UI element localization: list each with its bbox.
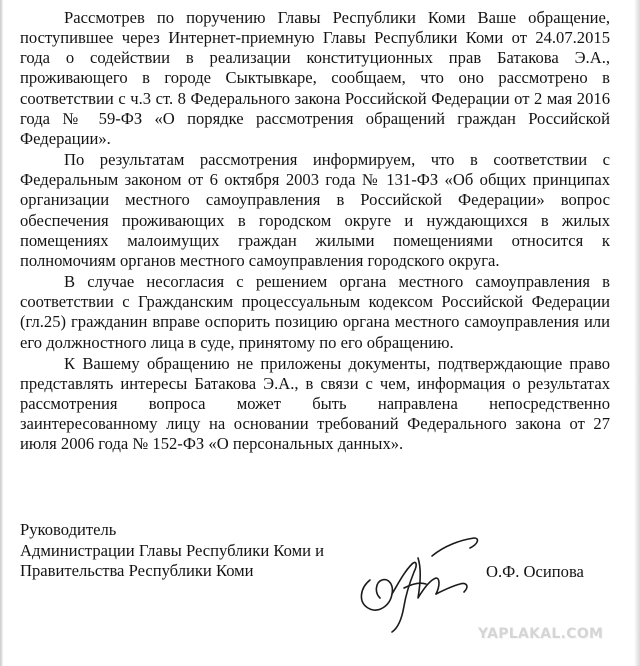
signatory-title-line-1: Руководитель bbox=[20, 520, 117, 539]
paragraph-results: По результатам рассмотрения информируем, что в соответствии с Федеральным законом от 6 октября 2003 года № 131-ФЗ «Об общих принципах организации местного самоуправления в Российской Федерации» вопрос обеспечения проживающих в городском округе и нуждающихся в жилых помещениях малоимущих граждан жилыми помещениями относится к полномочиям органов местного самоуправления городского округа. bbox=[20, 150, 610, 270]
scan-edge-right bbox=[634, 0, 640, 666]
paragraph-documents: К Вашему обращению не приложены документы, подтверждающие право представлять интересы Батакова Э.А., в связи с чем, информация о результатах рассмотрения вопроса может быть направлена непосредственно заинтересованному лицу на основании требований Федерального закона от 27 июля 2006 года № 152-ФЗ «О персональных данных». bbox=[20, 353, 610, 454]
watermark: YAPLAKAL.COM bbox=[478, 626, 604, 642]
handwritten-signature bbox=[352, 528, 492, 634]
paragraph-disagreement: В случае несогласия с решением органа местного самоуправления в соответствии с Гражданским процессуальным кодексом Российской Федерации (гл.25) гражданин вправе оспорить позицию органа местного самоуправления или его должностного лица в суде, принятому по его обращению. bbox=[20, 272, 610, 352]
scan-edge-left bbox=[0, 0, 3, 666]
signer-name: О.Ф. Осипова bbox=[486, 562, 584, 581]
signatory-title bbox=[20, 520, 324, 582]
signatory-title-line-2: Администрации Главы Республики Коми и bbox=[20, 540, 324, 560]
paragraph-review: Рассмотрев по поручению Главы Республики Коми Ваше обращение, поступившее через Интернет-приемную Главы Республики Коми от 24.07.2015 года о содействии в реализации конституционных прав Батакова Э.А., проживающего в городе Сыктывкаре, сообщаем, что оно рассмотрено в соответствии с ч.3 ст. 8 Федерального закона Российской Федерации от 2 мая 2016 года № 59-ФЗ «О порядке рассмотрения обращений граждан Российской Федерации». bbox=[20, 8, 610, 148]
signatory-title-line-3: Правительства Республики Коми bbox=[20, 561, 254, 580]
letter-body bbox=[20, 8, 610, 455]
